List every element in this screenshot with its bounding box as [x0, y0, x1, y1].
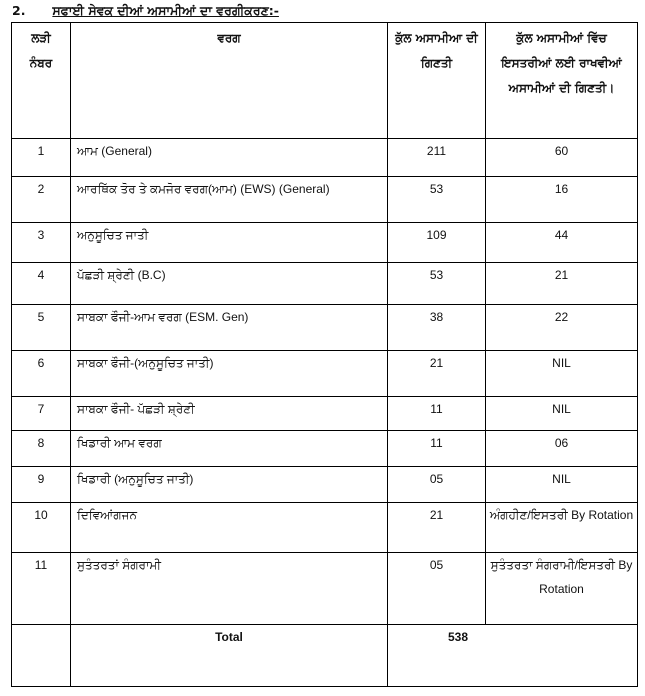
header-total-posts: ਕੁੱਲ ਅਸਾਮੀਆ ਦੀ ਗਿਣਤੀ	[388, 23, 486, 139]
section-heading	[12, 3, 279, 19]
row-category: ਸਾਬਕਾ ਫੌਜੀ-(ਅਨੁਸੂਚਿਤ ਜਾਤੀ)	[71, 351, 388, 397]
row-serial: 2	[12, 177, 71, 223]
row-total-posts: 53	[388, 177, 486, 223]
row-serial: 6	[12, 351, 71, 397]
row-women-reserved: NIL	[486, 397, 638, 431]
row-category: ਸੁਤੰਤਰਤਾਂ ਸੰਗਰਾਮੀ	[71, 553, 388, 625]
row-women-reserved: 44	[486, 223, 638, 263]
row-serial: 10	[12, 503, 71, 553]
total-row	[12, 625, 638, 687]
row-category: ਅਨੁਸੂਚਿਤ ਜਾਤੀ	[71, 223, 388, 263]
header-women-reserved: ਕੁੱਲ ਅਸਾਮੀਆਂ ਵਿੱਚ ਇਸਤਰੀਆਂ ਲਈ ਰਾਖਵੀਆਂ ਅਸਾਮੀਆਂ ਦੀ ਗਿਣਤੀ।	[486, 23, 638, 139]
row-women-reserved: ਸੁਤੰਤਰਤਾ ਸੰਗਰਾਮੀ/ਇਸਤਰੀ By Rotation	[486, 553, 638, 625]
row-women-reserved: 60	[486, 139, 638, 177]
posts-classification-table	[11, 22, 638, 687]
row-serial: 11	[12, 553, 71, 625]
table-row	[12, 177, 638, 223]
table-row	[12, 553, 638, 625]
row-women-reserved: 22	[486, 305, 638, 351]
section-title: ਸਫਾਈ ਸੇਵਕ ਦੀਆਂ ਅਸਾਮੀਆਂ ਦਾ ਵਰਗੀਕਰਣ:-	[52, 3, 279, 18]
row-category: ਸਾਬਕਾ ਫੌਜੀ-ਆਮ ਵਰਗ (ESM. Gen)	[71, 305, 388, 351]
row-total-posts: 53	[388, 263, 486, 305]
table-row	[12, 263, 638, 305]
row-serial: 8	[12, 431, 71, 467]
row-serial: 1	[12, 139, 71, 177]
row-total-posts: 05	[388, 467, 486, 503]
total-empty-cell	[12, 625, 71, 687]
row-total-posts: 109	[388, 223, 486, 263]
row-women-reserved: 16	[486, 177, 638, 223]
section-number: 2.	[12, 3, 26, 18]
table-row	[12, 351, 638, 397]
row-women-reserved: NIL	[486, 351, 638, 397]
row-category: ਆਰਥਿੱਕ ਤੋਰ ਤੇ ਕਮਜੋਰ ਵਰਗ(ਆਮ) (EWS) (General)	[71, 177, 388, 223]
row-serial: 4	[12, 263, 71, 305]
row-total-posts: 21	[388, 503, 486, 553]
row-women-reserved: 06	[486, 431, 638, 467]
row-category: ਸਾਬਕਾ ਫੌਜੀ- ਪੱਛੜੀ ਸ਼੍ਰੇਣੀ	[71, 397, 388, 431]
row-category: ਪੱਛੜੀ ਸ਼੍ਰੇਣੀ (B.C)	[71, 263, 388, 305]
table-header-row	[12, 23, 638, 139]
row-serial: 5	[12, 305, 71, 351]
table-row	[12, 305, 638, 351]
row-women-reserved: 21	[486, 263, 638, 305]
row-total-posts: 11	[388, 397, 486, 431]
row-serial: 3	[12, 223, 71, 263]
table-row	[12, 431, 638, 467]
total-value: 538	[388, 625, 638, 687]
row-serial: 7	[12, 397, 71, 431]
row-total-posts: 05	[388, 553, 486, 625]
table-row	[12, 223, 638, 263]
row-category: ਆਮ (General)	[71, 139, 388, 177]
table-row	[12, 467, 638, 503]
row-total-posts: 11	[388, 431, 486, 467]
row-total-posts: 21	[388, 351, 486, 397]
row-category: ਦਿਵਿਆਂਗਜਨ	[71, 503, 388, 553]
row-total-posts: 211	[388, 139, 486, 177]
row-women-reserved: ਅੰਗਹੀਣ/ਇਸਤਰੀ By Rotation	[486, 503, 638, 553]
row-serial: 9	[12, 467, 71, 503]
table-row	[12, 139, 638, 177]
table-row	[12, 397, 638, 431]
row-category: ਖਿਡਾਰੀ (ਅਨੁਸੂਚਿਤ ਜਾਤੀ)	[71, 467, 388, 503]
row-women-reserved: NIL	[486, 467, 638, 503]
header-serial: ਲੜੀ ਨੰਬਰ	[12, 23, 71, 139]
total-label: Total	[71, 625, 388, 687]
table-row	[12, 503, 638, 553]
row-total-posts: 38	[388, 305, 486, 351]
row-category: ਖਿਡਾਰੀ ਆਮ ਵਰਗ	[71, 431, 388, 467]
header-category: ਵਰਗ	[71, 23, 388, 139]
